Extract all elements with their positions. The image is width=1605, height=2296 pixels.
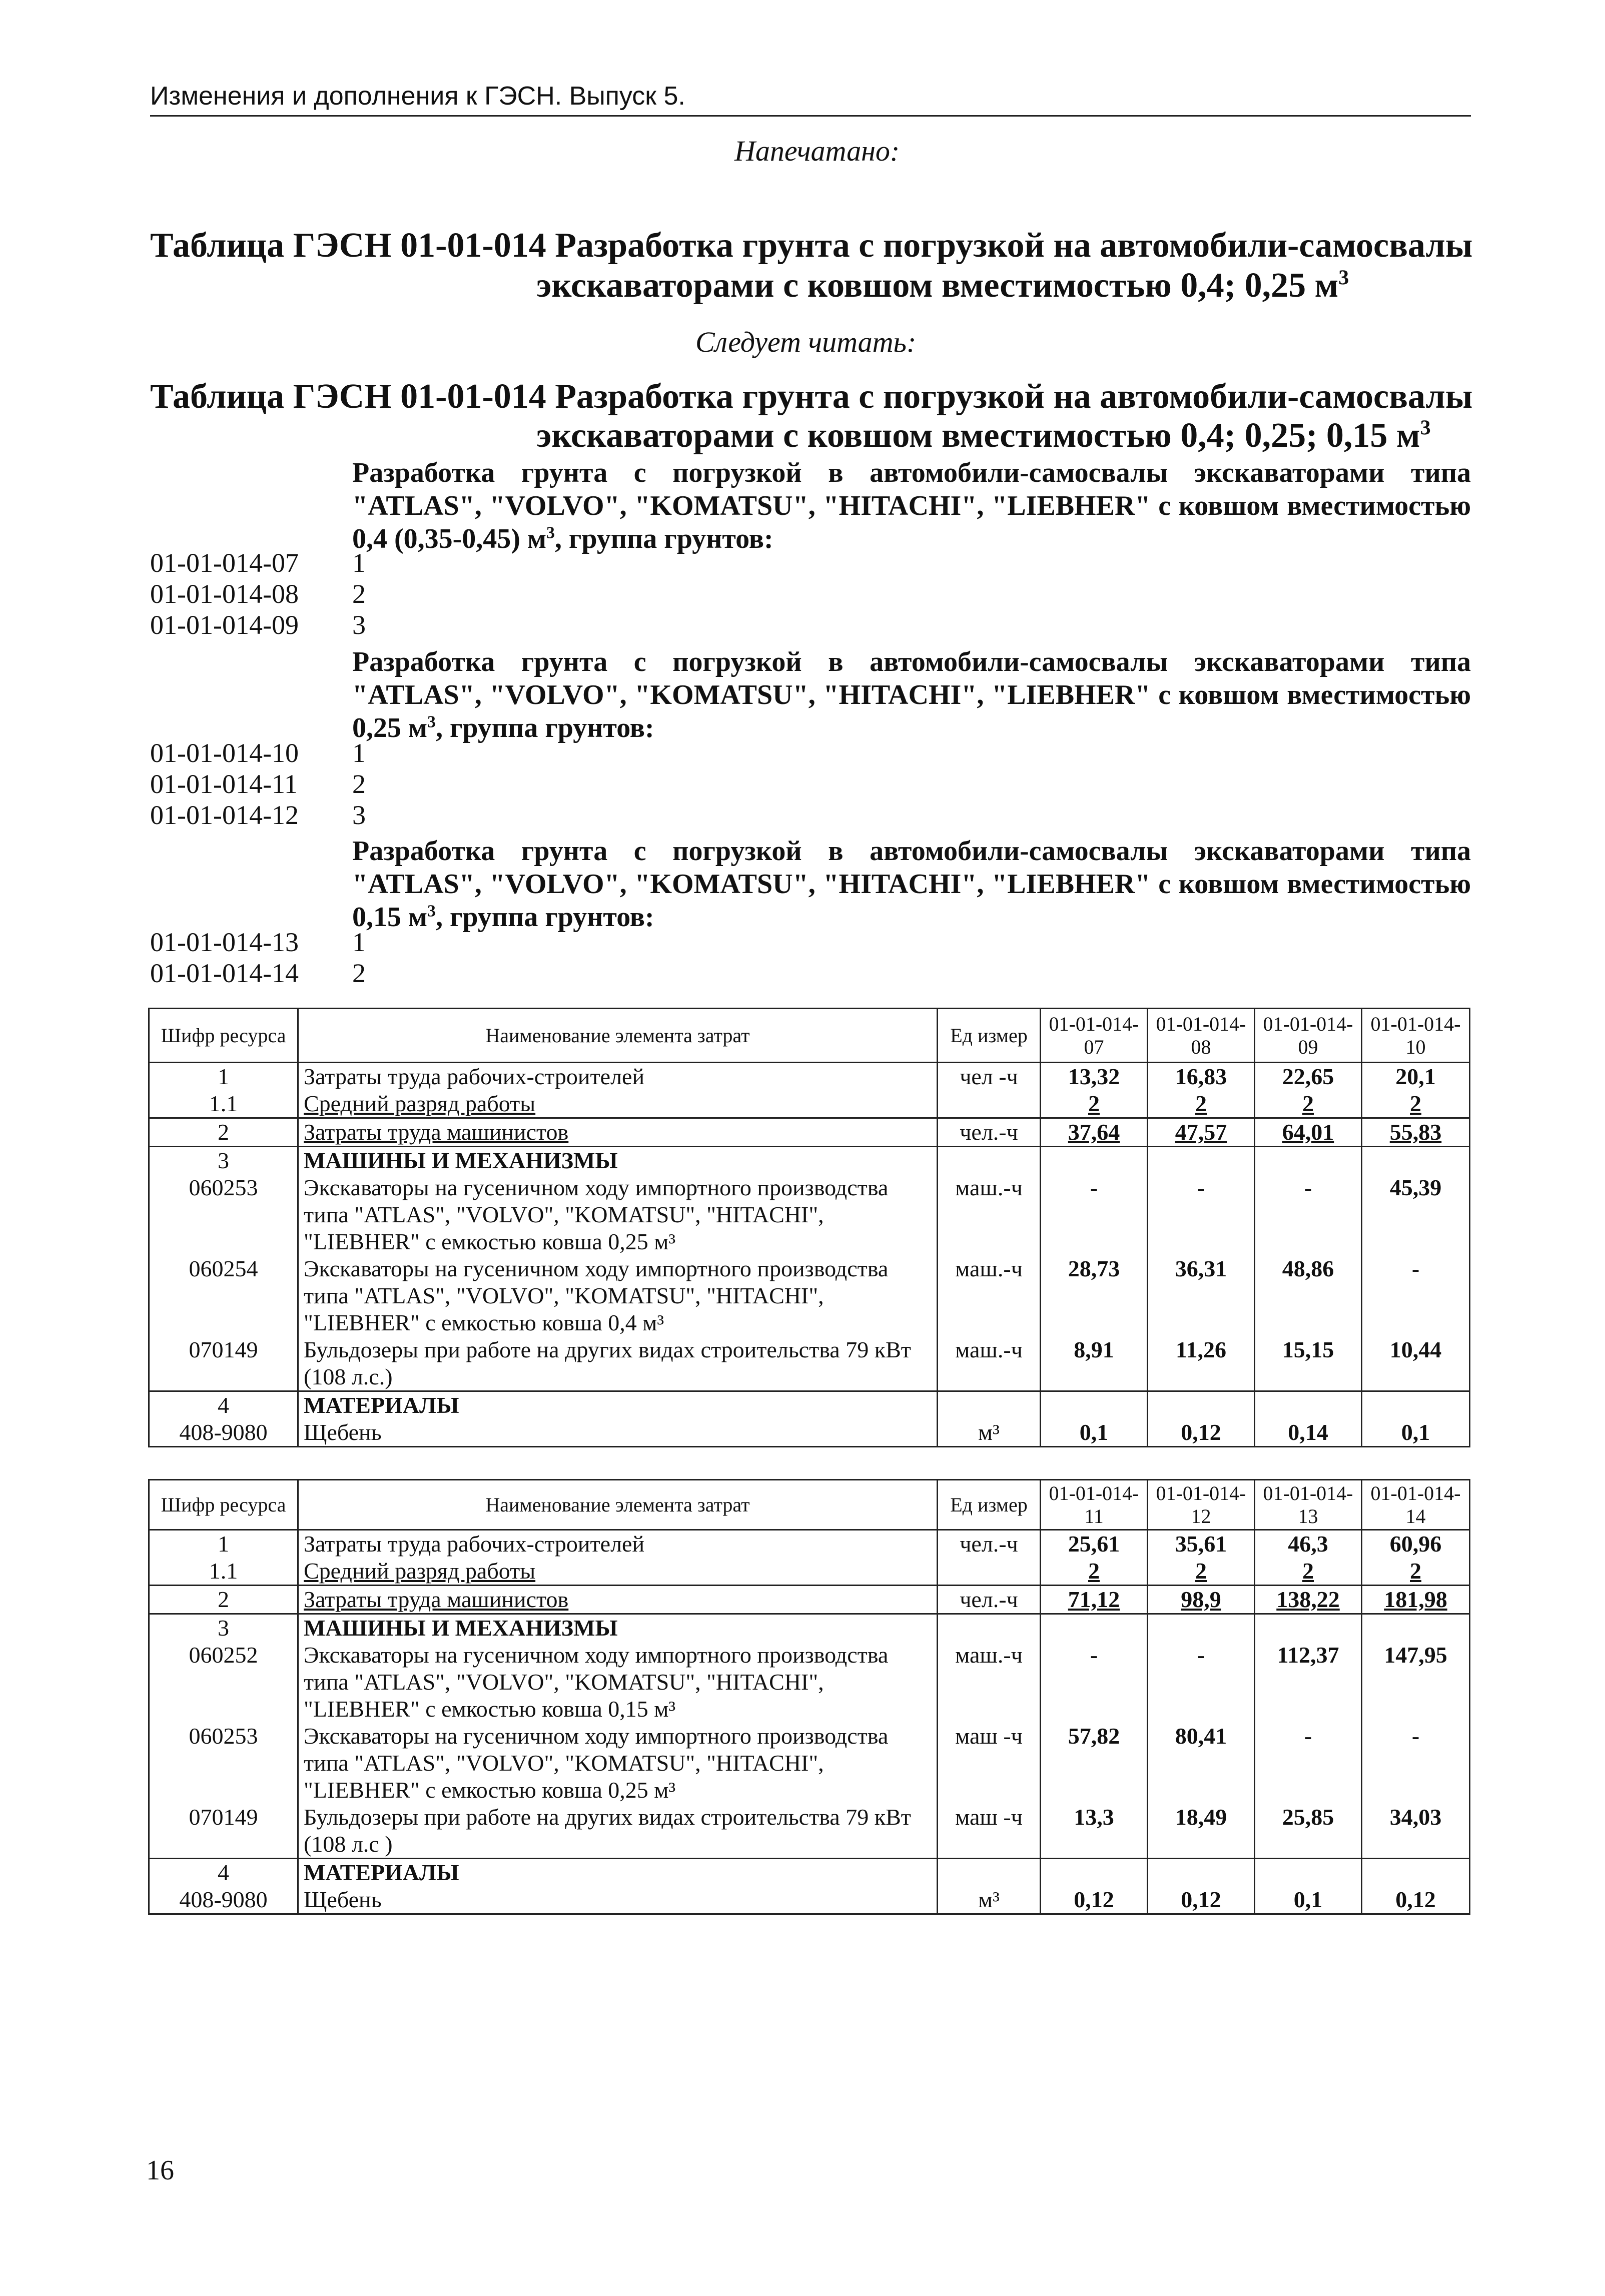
value-cell: [1148, 1614, 1255, 1642]
list-item: 01-01-014-10 1: [150, 738, 366, 768]
value-cell: 34,03: [1362, 1804, 1470, 1859]
value-cell: 28,73: [1041, 1255, 1148, 1336]
table-header-row: [149, 1480, 1470, 1530]
value-cell: 48,86: [1255, 1255, 1362, 1336]
value-cell: 0,12: [1148, 1886, 1255, 1914]
unit-cell: [938, 1859, 1041, 1887]
table-row: [149, 1063, 1470, 1091]
value-cell: 36,31: [1148, 1255, 1255, 1336]
table-row: [149, 1530, 1470, 1558]
page-number: 16: [146, 2155, 174, 2186]
column-header: 01-01-014-12: [1148, 1480, 1255, 1530]
resource-code-cell: 3: [149, 1614, 298, 1642]
value-cell: [1041, 1391, 1148, 1419]
unit-cell: [938, 1147, 1041, 1175]
resource-name-cell: Экскаваторы на гусеничном ходу импортного производства типа "ATLAS", "VOLVO", "KOMATSU", "HITACHI", "LIEBHER" с емкостью ковша 0,15 м³: [298, 1642, 938, 1723]
value-cell: 0,1: [1255, 1886, 1362, 1914]
value-cell: [1255, 1614, 1362, 1642]
table-row: [149, 1723, 1470, 1804]
value-cell: 0,1: [1041, 1419, 1148, 1447]
resource-name-cell: МАТЕРИАЛЫ: [298, 1391, 938, 1419]
value-cell: 0,12: [1148, 1419, 1255, 1447]
value-cell: [1148, 1147, 1255, 1175]
resource-code-cell: 1: [149, 1530, 298, 1558]
column-header: 01-01-014-07: [1041, 1009, 1148, 1063]
value-cell: [1362, 1859, 1470, 1887]
unit-cell: маш.-ч: [938, 1255, 1041, 1336]
value-cell: 2: [1362, 1558, 1470, 1586]
value-cell: 25,85: [1255, 1804, 1362, 1859]
value-cell: 47,57: [1148, 1118, 1255, 1147]
resource-name-cell: Средний разряд работы: [298, 1558, 938, 1586]
resource-code-cell: 1.1: [149, 1090, 298, 1118]
unit-cell: маш -ч: [938, 1804, 1041, 1859]
value-cell: 16,83: [1148, 1063, 1255, 1091]
value-cell: 45,39: [1362, 1174, 1470, 1255]
value-cell: [1362, 1614, 1470, 1642]
resource-code-cell: 2: [149, 1118, 298, 1147]
table-row: [149, 1174, 1470, 1255]
resource-name-cell: МАШИНЫ И МЕХАНИЗМЫ: [298, 1147, 938, 1175]
list-item: 01-01-014-12 3: [150, 800, 366, 830]
unit-cell: чел.-ч: [938, 1530, 1041, 1558]
resource-code-cell: 408-9080: [149, 1886, 298, 1914]
list-item: 01-01-014-09 3: [150, 610, 366, 640]
list-item: 01-01-014-13 1: [150, 927, 366, 957]
old-title-line1: Таблица ГЭСН 01-01-014 Разработка грунта с погрузкой на автомобили-самосвалы: [150, 226, 1473, 265]
table-row: [149, 1255, 1470, 1336]
resource-name-cell: Экскаваторы на гусеничном ходу импортного производства типа "ATLAS", "VOLVO", "KOMATSU", "HITACHI", "LIEBHER" с емкостью ковша 0,25 м³: [298, 1174, 938, 1255]
table-row: [149, 1586, 1470, 1614]
value-cell: 18,49: [1148, 1804, 1255, 1859]
value-cell: [1148, 1391, 1255, 1419]
column-header: Наименование элемента затрат: [298, 1480, 938, 1530]
table-row: [149, 1642, 1470, 1723]
value-cell: -: [1041, 1174, 1148, 1255]
unit-cell: м³: [938, 1419, 1041, 1447]
resource-name-cell: Щебень: [298, 1419, 938, 1447]
value-cell: 20,1: [1362, 1063, 1470, 1091]
table-row: [149, 1558, 1470, 1586]
value-cell: 22,65: [1255, 1063, 1362, 1091]
column-header: 01-01-014-09: [1255, 1009, 1362, 1063]
table-row: [149, 1886, 1470, 1914]
unit-cell: маш -ч: [938, 1723, 1041, 1804]
resource-name-cell: Экскаваторы на гусеничном ходу импортного производства типа "ATLAS", "VOLVO", "KOMATSU", "HITACHI", "LIEBHER" с емкостью ковша 0,25 м³: [298, 1723, 938, 1804]
table-row: [149, 1804, 1470, 1859]
printed-label: Напечатано:: [734, 135, 900, 167]
column-header: 01-01-014-10: [1362, 1009, 1470, 1063]
value-cell: 80,41: [1148, 1723, 1255, 1804]
value-cell: -: [1362, 1723, 1470, 1804]
resource-code-cell: 060254: [149, 1255, 298, 1336]
unit-cell: [938, 1391, 1041, 1419]
resource-table: [148, 1479, 1470, 1915]
value-cell: 46,3: [1255, 1530, 1362, 1558]
list-item: 01-01-014-11 2: [150, 769, 366, 799]
resource-name-cell: МАШИНЫ И МЕХАНИЗМЫ: [298, 1614, 938, 1642]
value-cell: 13,32: [1041, 1063, 1148, 1091]
resource-code-cell: 2: [149, 1586, 298, 1614]
unit-cell: чел.-ч: [938, 1586, 1041, 1614]
value-cell: 2: [1148, 1090, 1255, 1118]
unit-cell: [938, 1558, 1041, 1586]
value-cell: [1255, 1391, 1362, 1419]
table-row: [149, 1147, 1470, 1175]
resource-name-cell: Затраты труда рабочих-строителей: [298, 1063, 938, 1091]
value-cell: 2: [1255, 1558, 1362, 1586]
resource-name-cell: Бульдозеры при работе на других видах строительства 79 кВт (108 л.с ): [298, 1804, 938, 1859]
section-description: Разработка грунта с погрузкой в автомобили-самосвалы экскаваторами типа "ATLAS", "VOLVO", "KOMATSU", "HITACHI", "LIEBHER" с ковшом вместимостью 0,4 (0,35-0,45) $м^3$, группа грунтов:: [352, 457, 1471, 554]
resource-code-cell: 408-9080: [149, 1419, 298, 1447]
unit-cell: [938, 1614, 1041, 1642]
section-description: Разработка грунта с погрузкой в автомобили-самосвалы экскаваторами типа "ATLAS", "VOLVO", "KOMATSU", "HITACHI", "LIEBHER" с ковшом вместимостью 0,15 $м^3$, группа грунтов:: [352, 836, 1471, 933]
value-cell: 11,26: [1148, 1336, 1255, 1391]
value-cell: -: [1041, 1642, 1148, 1723]
value-cell: 71,12: [1041, 1586, 1148, 1614]
resource-code-cell: 060253: [149, 1723, 298, 1804]
value-cell: 0,14: [1255, 1419, 1362, 1447]
value-cell: 60,96: [1362, 1530, 1470, 1558]
code-list: [150, 737, 366, 831]
column-header: 01-01-014-08: [1148, 1009, 1255, 1063]
resource-name-cell: МАТЕРИАЛЫ: [298, 1859, 938, 1887]
value-cell: 2: [1041, 1558, 1148, 1586]
running-header: Изменения и дополнения к ГЭСН. Выпуск 5.: [150, 81, 1471, 117]
unit-cell: [938, 1090, 1041, 1118]
unit-cell: чел -ч: [938, 1063, 1041, 1091]
resource-code-cell: 4: [149, 1859, 298, 1887]
table-row: [149, 1336, 1470, 1391]
value-cell: -: [1148, 1642, 1255, 1723]
resource-code-cell: 060253: [149, 1174, 298, 1255]
resource-name-cell: Затраты труда машинистов: [298, 1586, 938, 1614]
value-cell: [1041, 1147, 1148, 1175]
read-label: Следует читать:: [695, 326, 917, 358]
value-cell: [1362, 1391, 1470, 1419]
value-cell: 0,1: [1362, 1419, 1470, 1447]
value-cell: 112,37: [1255, 1642, 1362, 1723]
resource-name-cell: Экскаваторы на гусеничном ходу импортного производства типа "ATLAS", "VOLVO", "KOMATSU", "HITACHI", "LIEBHER" с емкостью ковша 0,4 м³: [298, 1255, 938, 1336]
table-row: [149, 1859, 1470, 1887]
value-cell: 8,91: [1041, 1336, 1148, 1391]
column-header: Шифр ресурса: [149, 1009, 298, 1063]
value-cell: -: [1255, 1723, 1362, 1804]
code-list: [150, 927, 366, 989]
table-row: [149, 1419, 1470, 1447]
value-cell: 2: [1148, 1558, 1255, 1586]
value-cell: [1255, 1147, 1362, 1175]
value-cell: 0,12: [1041, 1886, 1148, 1914]
value-cell: 2: [1255, 1090, 1362, 1118]
value-cell: [1041, 1614, 1148, 1642]
unit-cell: маш.-ч: [938, 1642, 1041, 1723]
table-row: [149, 1118, 1470, 1147]
list-item: 01-01-014-07 1: [150, 548, 366, 578]
value-cell: 0,12: [1362, 1886, 1470, 1914]
resource-name-cell: Затраты труда машинистов: [298, 1118, 938, 1147]
table-row: [149, 1090, 1470, 1118]
value-cell: 2: [1041, 1090, 1148, 1118]
value-cell: 64,01: [1255, 1118, 1362, 1147]
table-header-row: [149, 1009, 1470, 1063]
resource-code-cell: 060252: [149, 1642, 298, 1723]
table-row: [149, 1614, 1470, 1642]
column-header: Наименование элемента затрат: [298, 1009, 938, 1063]
resource-code-cell: 3: [149, 1147, 298, 1175]
value-cell: 181,98: [1362, 1586, 1470, 1614]
resource-name-cell: Средний разряд работы: [298, 1090, 938, 1118]
value-cell: [1148, 1859, 1255, 1887]
resource-code-cell: 070149: [149, 1336, 298, 1391]
unit-cell: маш.-ч: [938, 1174, 1041, 1255]
value-cell: 57,82: [1041, 1723, 1148, 1804]
code-list: [150, 547, 366, 640]
unit-cell: м³: [938, 1886, 1041, 1914]
value-cell: -: [1255, 1174, 1362, 1255]
column-header: 01-01-014-14: [1362, 1480, 1470, 1530]
column-header: 01-01-014-13: [1255, 1480, 1362, 1530]
value-cell: 15,15: [1255, 1336, 1362, 1391]
value-cell: 10,44: [1362, 1336, 1470, 1391]
resource-name-cell: Бульдозеры при работе на других видах строительства 79 кВт (108 л.с.): [298, 1336, 938, 1391]
unit-cell: чел.-ч: [938, 1118, 1041, 1147]
resource-code-cell: 070149: [149, 1804, 298, 1859]
resource-code-cell: 1: [149, 1063, 298, 1091]
value-cell: 55,83: [1362, 1118, 1470, 1147]
value-cell: -: [1148, 1174, 1255, 1255]
value-cell: 147,95: [1362, 1642, 1470, 1723]
value-cell: [1041, 1859, 1148, 1887]
resource-code-cell: 1.1: [149, 1558, 298, 1586]
list-item: 01-01-014-08 2: [150, 579, 366, 609]
value-cell: [1362, 1147, 1470, 1175]
old-title-line2: экскаваторами с ковшом вместимостью 0,4; 0,25 $м^3$: [536, 266, 1349, 305]
list-item: 01-01-014-14 2: [150, 958, 366, 988]
resource-name-cell: Затраты труда рабочих-строителей: [298, 1530, 938, 1558]
column-header: Шифр ресурса: [149, 1480, 298, 1530]
resource-table: [148, 1008, 1470, 1447]
new-title-line1: Таблица ГЭСН 01-01-014 Разработка грунта с погрузкой на автомобили-самосвалы: [150, 377, 1473, 416]
value-cell: 35,61: [1148, 1530, 1255, 1558]
value-cell: 98,9: [1148, 1586, 1255, 1614]
unit-cell: маш.-ч: [938, 1336, 1041, 1391]
value-cell: 37,64: [1041, 1118, 1148, 1147]
resource-name-cell: Щебень: [298, 1886, 938, 1914]
column-header: Ед измер: [938, 1009, 1041, 1063]
resource-code-cell: 4: [149, 1391, 298, 1419]
table-row: [149, 1391, 1470, 1419]
column-header: Ед измер: [938, 1480, 1041, 1530]
value-cell: 2: [1362, 1090, 1470, 1118]
value-cell: 138,22: [1255, 1586, 1362, 1614]
column-header: 01-01-014-11: [1041, 1480, 1148, 1530]
value-cell: [1255, 1859, 1362, 1887]
section-description: Разработка грунта с погрузкой в автомобили-самосвалы экскаваторами типа "ATLAS", "VOLVO", "KOMATSU", "HITACHI", "LIEBHER" с ковшом вместимостью 0,25 $м^3$, группа грунтов:: [352, 646, 1471, 743]
new-title-line2: экскаваторами с ковшом вместимостью 0,4; 0,25; 0,15 $м^3$: [536, 416, 1431, 455]
value-cell: 25,61: [1041, 1530, 1148, 1558]
value-cell: 13,3: [1041, 1804, 1148, 1859]
value-cell: -: [1362, 1255, 1470, 1336]
